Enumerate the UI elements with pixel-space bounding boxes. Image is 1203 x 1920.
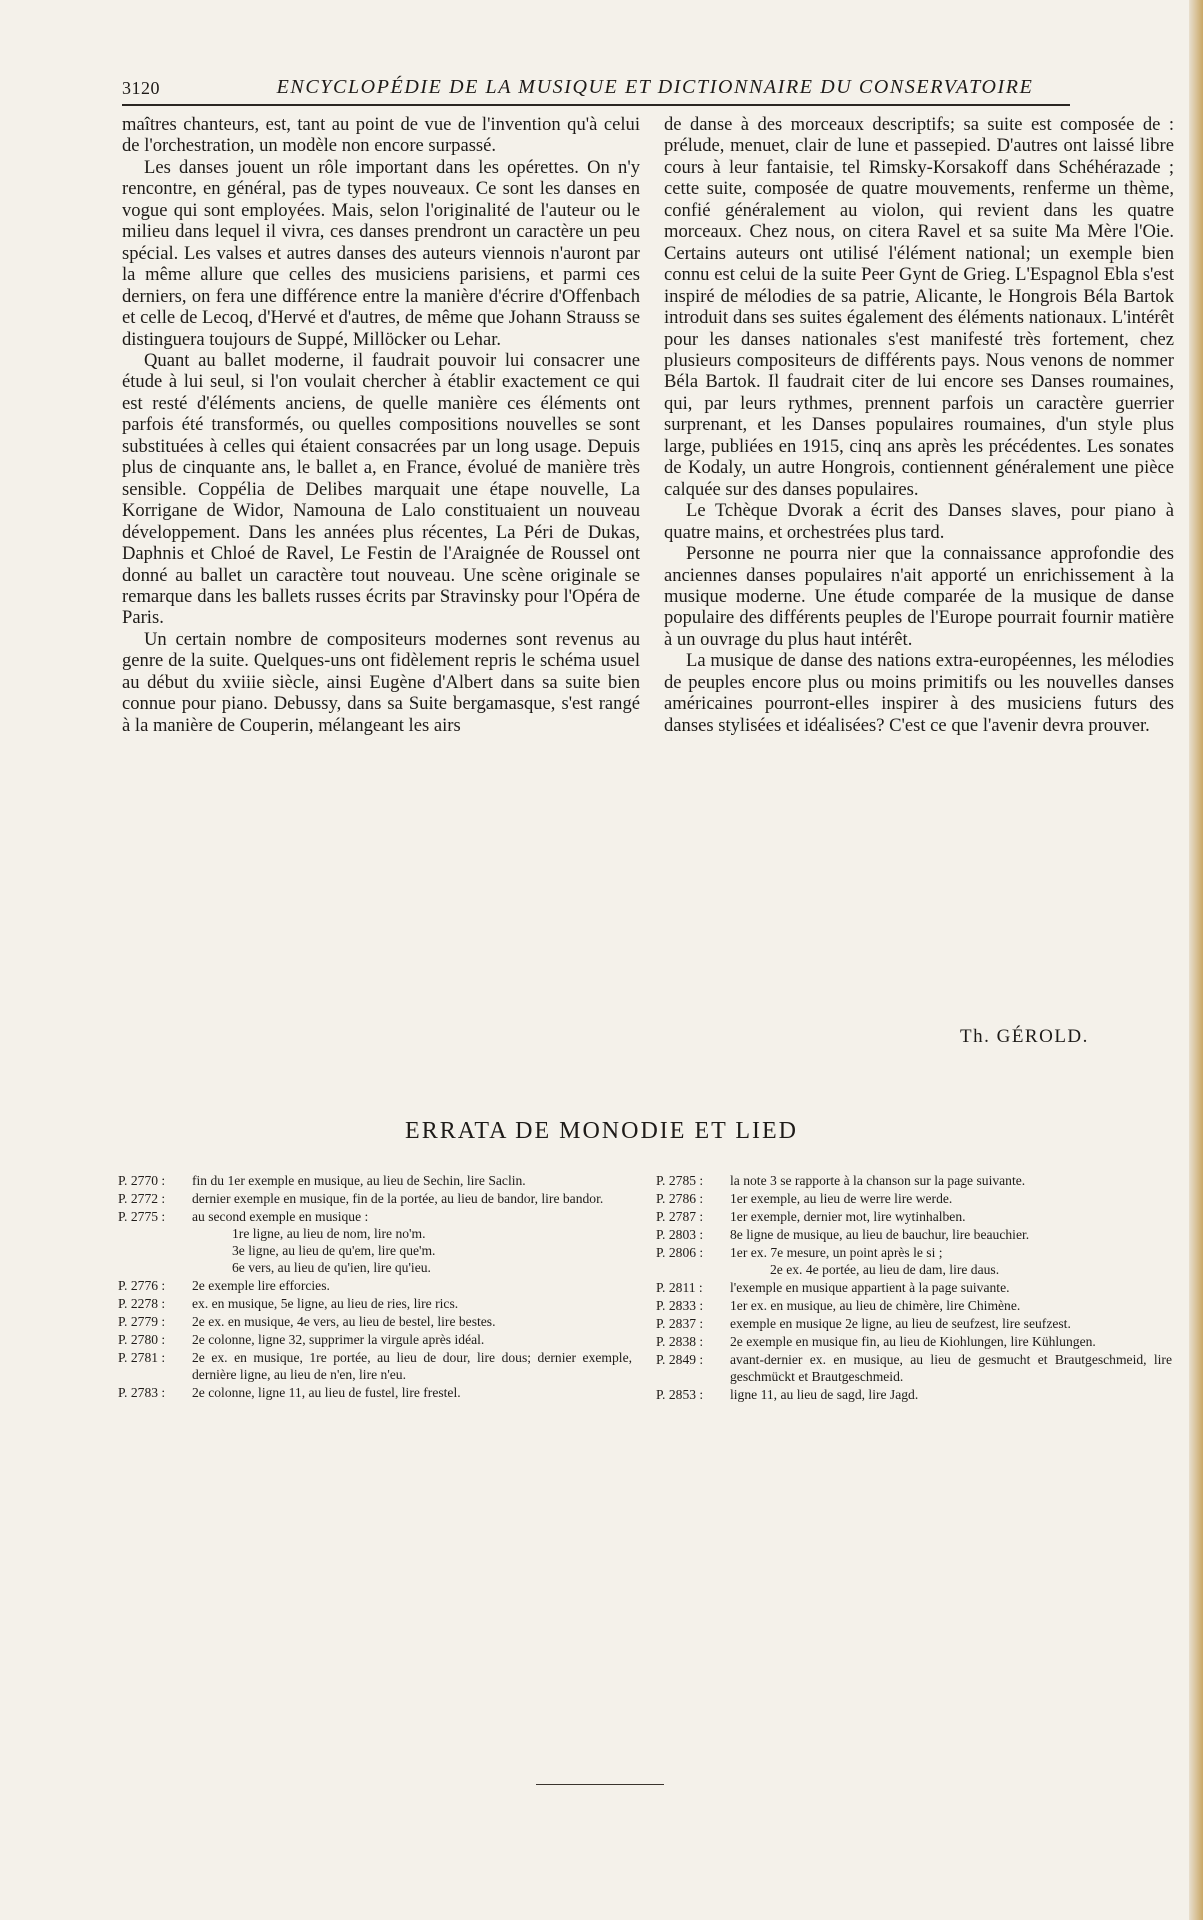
errata-correction [192, 1277, 632, 1294]
errata-correction [730, 1315, 1172, 1332]
errata-correction-text: 2e exemple lire efforcies. [192, 1278, 330, 1293]
errata-entry [656, 1190, 1172, 1207]
errata-correction-text: la note 3 se rapporte à la chanson sur la page suivante. [730, 1173, 1026, 1188]
errata-correction-text: dernier exemple en musique, fin de la portée, au lieu de bandor, lire bandor. [192, 1191, 604, 1206]
errata-correction [192, 1295, 632, 1312]
errata-correction [192, 1313, 632, 1330]
errata-entry [656, 1386, 1172, 1403]
errata-page-ref: P. 2837 : [656, 1316, 704, 1331]
errata-entry [656, 1226, 1172, 1243]
errata-entry [118, 1331, 632, 1348]
errata-page-ref: P. 2806 : [656, 1245, 704, 1260]
errata-page-ref: P. 2787 : [656, 1209, 704, 1224]
errata-page-ref: P. 2770 : [118, 1173, 166, 1188]
errata-correction-text: au second exemple en musique : [192, 1209, 369, 1224]
closing-rule [536, 1784, 664, 1785]
errata-correction [730, 1297, 1172, 1314]
errata-page-ref: P. 2785 : [656, 1173, 704, 1188]
errata-left-column [118, 1172, 632, 1402]
errata-correction-text: 8e ligne de musique, au lieu de bauchur, lire beauchier. [730, 1227, 1030, 1242]
errata-page-ref: P. 2803 : [656, 1227, 704, 1242]
page-edge [1189, 0, 1203, 1920]
paragraph: Personne ne pourra nier que la connaissance approfondie des anciennes danses populaires n'ait apporté un enrichissement à la musique moderne. Une étude comparée de la musique de danse populaire des différents peuples de l'Europe pourrait fournir matière à un ouvrage du plus haut intérêt. [664, 543, 1174, 650]
errata-correction [730, 1172, 1172, 1189]
errata-correction [192, 1208, 632, 1276]
errata-correction [730, 1190, 1172, 1207]
running-title: ENCYCLOPÉDIE DE LA MUSIQUE ET DICTIONNAIRE DU CONSERVATOIRE [276, 76, 1034, 98]
errata-correction-text: avant-dernier ex. en musique, au lieu de gesmucht et Brautgeschmeid, lire geschmückt et Brautgeschmeid. [730, 1352, 1172, 1384]
errata-right-column [656, 1172, 1172, 1404]
errata-correction-text: exemple en musique 2e ligne, au lieu de seufzest, lire seufzest. [730, 1316, 1071, 1331]
errata-page-ref: P. 2776 : [118, 1278, 166, 1293]
errata-entry [656, 1351, 1172, 1385]
errata-entry [118, 1172, 632, 1189]
errata-entry [656, 1315, 1172, 1332]
author-signature: Th. GÉROLD. [960, 1026, 1089, 1047]
paragraph: Quant au ballet moderne, il faudrait pouvoir lui consacrer une étude à lui seul, si l'on voulait chercher à établir exactement ce qui est resté d'éléments anciens, de quelle manière ces éléments ont parfois été transformés, ou quelles compositions nouvelles se sont substituées à celles qui étaient consacrées par un long usage. Depuis plus de cinquante ans, le ballet a, en France, évolué de manière très sensible. Coppélia de Delibes marquait une étape nouvelle, La Korrigane de Widor, Namouna de Lalo constituaient un nouveau développement. Dans les années plus récentes, La Péri de Dukas, Daphnis et Chloé de Ravel, Le Festin de l'Araignée de Roussel ont donné au ballet un caractère tout nouveau. Une scène originale se remarque dans les ballets russes écrits par Stravinsky pour l'Opéra de Paris. [122, 349, 640, 629]
errata-entry [118, 1277, 632, 1294]
errata-page-ref: P. 2811 : [656, 1280, 703, 1295]
errata-entry [656, 1333, 1172, 1350]
errata-correction-text: 2e ex. en musique, 1re portée, au lieu de dour, lire dous; dernier exemple, dernière ligne, au lieu de n'en, lire n'eu. [192, 1350, 632, 1382]
errata-correction [192, 1384, 632, 1401]
errata-correction [730, 1279, 1172, 1296]
errata-page-ref: P. 2779 : [118, 1314, 166, 1329]
errata-page-ref: P. 2838 : [656, 1334, 704, 1349]
errata-page-ref: P. 2853 : [656, 1387, 704, 1402]
errata-entry [118, 1349, 632, 1383]
errata-page-ref: P. 2783 : [118, 1385, 166, 1400]
errata-correction-text: 2e colonne, ligne 32, supprimer la virgule après idéal. [192, 1332, 485, 1347]
errata-sub-correction: 1re ligne, au lieu de nom, lire no'm. [232, 1226, 426, 1241]
errata-correction-text: ex. en musique, 5e ligne, au lieu de ries, lire rics. [192, 1296, 459, 1311]
paragraph: La musique de danse des nations extra-européennes, les mélodies de peuples encore plus ou moins primitifs ou les nouvelles danses américaines pourront-elles inspirer à des musiciens futurs des danses stylisées et idéalisées? C'est ce que l'avenir devra prouver. [664, 650, 1174, 736]
errata-correction-text: 1er exemple, dernier mot, lire wytinhalben. [730, 1209, 966, 1224]
errata-page-ref: P. 2278 : [118, 1296, 166, 1311]
errata-correction-text: 2e exemple en musique fin, au lieu de Kiohlungen, lire Kühlungen. [730, 1334, 1096, 1349]
errata-correction [192, 1190, 632, 1207]
errata-page-ref: P. 2780 : [118, 1332, 166, 1347]
errata-page-ref: P. 2772 : [118, 1191, 166, 1206]
paragraph: Les danses jouent un rôle important dans les opérettes. On n'y rencontre, en général, pas de types nouveaux. Ce sont les danses en vogue qui sont employées. Mais, selon l'originalité de l'auteur ou le milieu dans lequel il vivra, ces danses prendront un caractère un peu spécial. Les valses et autres danses des auteurs viennois n'auront par la même allure que celles des musiciens parisiens, et parmi ces derniers, on fera une différence entre la manière d'écrire d'Offenbach et celle de Lecoq, d'Hervé et d'autres, de même que Johann Strauss se distinguera toujours de Suppé, Millöcker ou Lehar. [122, 156, 640, 350]
errata-entry [118, 1295, 632, 1312]
errata-entry [656, 1172, 1172, 1189]
errata-entry [656, 1297, 1172, 1314]
paragraph: maîtres chanteurs, est, tant au point de vue de l'invention qu'à celui de l'orchestration, un modèle non encore surpassé. [122, 114, 640, 157]
errata-correction [730, 1333, 1172, 1350]
errata-entry [656, 1279, 1172, 1296]
right-text-column [664, 114, 1174, 736]
errata-correction [730, 1226, 1172, 1243]
errata-correction [730, 1386, 1172, 1403]
errata-sub-correction: 6e vers, au lieu de qu'ien, lire qu'ieu. [232, 1260, 431, 1275]
errata-correction-text: 1er exemple, au lieu de werre lire werde. [730, 1191, 953, 1206]
errata-page-ref: P. 2849 : [656, 1352, 704, 1367]
errata-correction-text: 1er ex. 7e mesure, un point après le si ; [730, 1245, 943, 1260]
errata-correction [192, 1349, 632, 1383]
errata-page-ref: P. 2786 : [656, 1191, 704, 1206]
errata-correction [192, 1331, 632, 1348]
errata-correction-text: 2e ex. en musique, 4e vers, au lieu de bestel, lire bestes. [192, 1314, 496, 1329]
errata-correction [192, 1172, 632, 1189]
errata-correction-text: 1er ex. en musique, au lieu de chimère, lire Chimène. [730, 1298, 1021, 1313]
errata-title: ERRATA DE MONODIE ET LIED [405, 1118, 798, 1144]
errata-sub-correction: 3e ligne, au lieu de qu'em, lire que'm. [232, 1243, 436, 1258]
errata-correction-text: ligne 11, au lieu de sagd, lire Jagd. [730, 1387, 919, 1402]
running-header [122, 74, 1070, 106]
left-text-column [122, 114, 640, 736]
errata-page-ref: P. 2833 : [656, 1298, 704, 1313]
errata-entry [118, 1190, 632, 1207]
errata-sub-correction: 2e ex. 4e portée, au lieu de dam, lire daus. [770, 1262, 1000, 1277]
paragraph: de danse à des morceaux descriptifs; sa suite est composée de : prélude, menuet, clair de lune et passepied. D'autres ont laissé libre cours à leur fantaisie, tel Rimsky-Korsakoff dans Schéhérazade ; cette suite, composée de quatre mouvements, renferme un thème, confié généralement au violon, qui revient dans les quatre morceaux. Chez nous, on citera Ravel et sa suite Ma Mère l'Oie. Certains auteurs ont utilisé l'élément national; un exemple bien connu est celui de la suite Peer Gynt de Grieg. L'Espagnol Ebla s'est inspiré de mélodies de sa patrie, Alicante, le Hongrois Béla Bartok introduit dans ses suites également des éléments nationaux. L'intérêt pour les danses nationales s'est manifesté très fortement, chez plusieurs compositeurs de différents pays. Nous venons de nommer Béla Bartok. Il faudrait citer de lui encore ses Danses roumaines, qui, par leurs rythmes, prennent parfois un caractère guerrier surprenant, et les Danses populaires roumaines, d'un style plus large, publiées en 1915, cinq ans après les précédentes. Les sonates de Kodaly, un autre Hongrois, contiennent généralement une pièce calquée sur des danses populaires. [664, 114, 1174, 500]
errata-entry [118, 1384, 632, 1401]
errata-entry [118, 1208, 632, 1276]
page-number: 3120 [122, 78, 160, 98]
errata-correction [730, 1351, 1172, 1385]
errata-entry [656, 1208, 1172, 1225]
paragraph: Le Tchèque Dvorak a écrit des Danses slaves, pour piano à quatre mains, et orchestrées plus tard. [664, 500, 1174, 543]
errata-correction [730, 1208, 1172, 1225]
errata-correction-text: l'exemple en musique appartient à la page suivante. [730, 1280, 1010, 1295]
errata-correction [730, 1244, 1172, 1278]
errata-correction-text: 2e colonne, ligne 11, au lieu de fustel, lire frestel. [192, 1385, 461, 1400]
errata-page-ref: P. 2781 : [118, 1350, 166, 1365]
errata-page-ref: P. 2775 : [118, 1209, 166, 1224]
errata-correction-text: fin du 1er exemple en musique, au lieu de Sechin, lire Saclin. [192, 1173, 526, 1188]
errata-entry [656, 1244, 1172, 1278]
paragraph: Un certain nombre de compositeurs modernes sont revenus au genre de la suite. Quelques-uns ont fidèlement repris le schéma usuel au début du xviiie siècle, ainsi Eugène d'Albert dans sa suite bien connue pour piano. Debussy, dans sa Suite bergamasque, s'est rangé à la manière de Couperin, mélangeant les airs [122, 628, 640, 736]
errata-entry [118, 1313, 632, 1330]
